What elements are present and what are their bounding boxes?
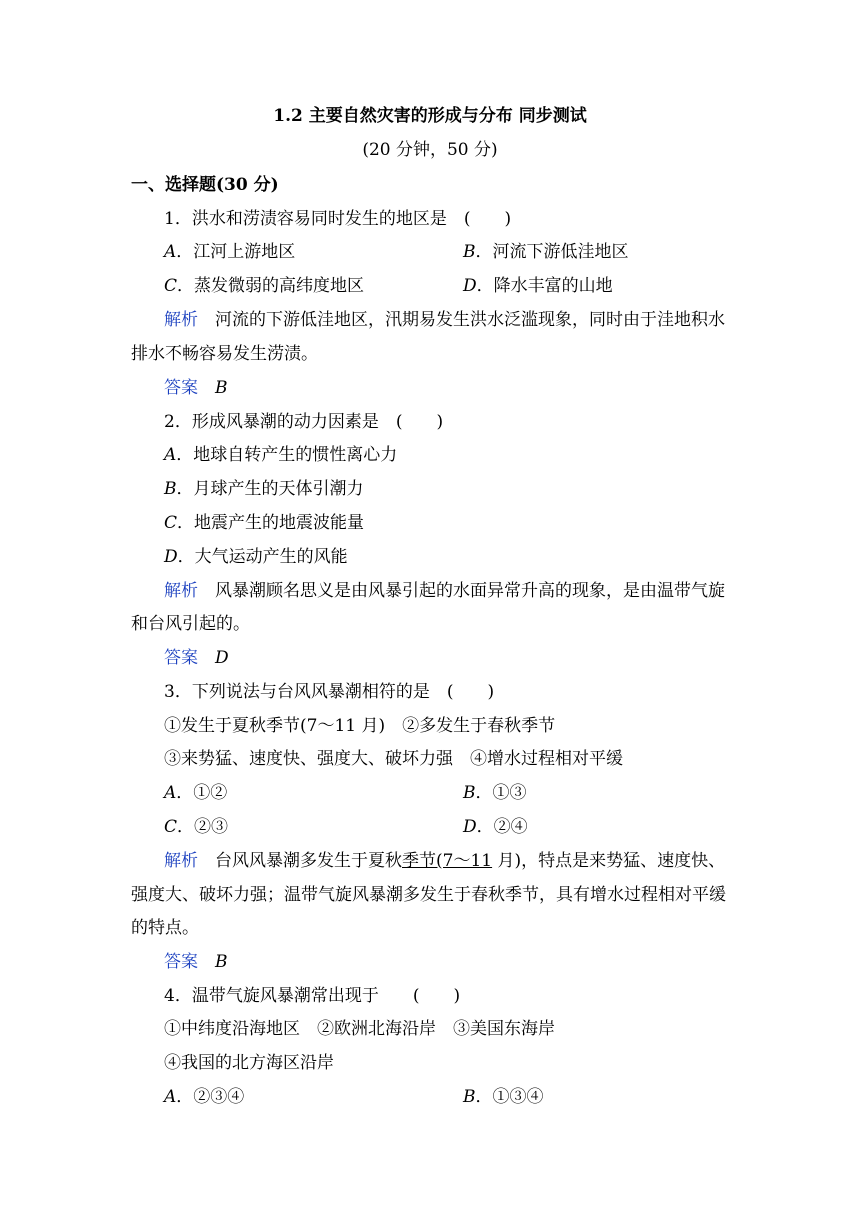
q4-statements-1: ①中纬度沿海地区 ②欧洲北海沿岸 ③美国东海岸 (164, 1019, 555, 1039)
q3-analysis-cont: 强度大、破坏力强；温带气旋风暴潮多发生于春秋季节，具有增水过程相对平缓 (131, 885, 726, 905)
q1-option-b: B．河流下游低洼地区 (463, 242, 629, 262)
q1-analysis: 解析 河流的下游低洼地区，汛期易发生洪水泛滥现象，同时由于洼地积水 (164, 310, 725, 330)
answer-label: 答案 (164, 378, 198, 398)
q1-option-d: D．降水丰富的山地 (463, 276, 613, 296)
q2-option-a: A．地球自转产生的惯性离心力 (164, 445, 398, 465)
q3-option-c: C．②③ (164, 817, 229, 837)
section-heading: 一、选择题(30 分) (131, 175, 279, 195)
answer-label: 答案 (164, 952, 198, 972)
q1-analysis-cont: 排水不畅容易发生涝渍。 (131, 344, 318, 364)
q1-option-c: C．蒸发微弱的高纬度地区 (164, 276, 365, 296)
analysis-label: 解析 (164, 851, 198, 871)
q1-stem: 1．洪水和涝渍容易同时发生的地区是 ( ) (164, 209, 512, 229)
analysis-label: 解析 (164, 310, 198, 330)
q2-analysis-cont: 和台风引起的。 (131, 614, 250, 634)
q2-option-d: D．大气运动产生的风能 (164, 547, 348, 567)
q3-analysis: 解析 台风风暴潮多发生于夏秋季节(7～11 月)，特点是来势猛、速度快、 (164, 851, 726, 871)
q3-statements-1: ①发生于夏秋季节(7～11 月) ②多发生于春秋季节 (164, 716, 556, 736)
q4-option-b: B．①③④ (463, 1087, 544, 1107)
answer-label: 答案 (164, 648, 198, 668)
q3-answer: 答案 B (164, 952, 228, 972)
q3-option-b: B．①③ (463, 783, 527, 803)
q1-answer: 答案 B (164, 378, 228, 398)
q3-analysis-cont2: 的特点。 (131, 918, 199, 938)
document-subtitle: (20 分钟，50 分) (362, 140, 498, 160)
q3-statements-2: ③来势猛、速度快、强度大、破坏力强 ④增水过程相对平缓 (164, 749, 623, 769)
q1-option-a: A．江河上游地区 (164, 242, 296, 262)
q2-analysis: 解析 风暴潮顾名思义是由风暴引起的水面异常升高的现象，是由温带气旋 (164, 581, 725, 601)
q3-option-a: A．①② (164, 783, 228, 803)
analysis-label: 解析 (164, 581, 198, 601)
q4-statements-2: ④我国的北方海区沿岸 (164, 1053, 334, 1073)
q2-option-b: B．月球产生的天体引潮力 (164, 479, 364, 499)
q2-answer: 答案 D (164, 648, 229, 668)
q2-option-c: C．地震产生的地震波能量 (164, 513, 365, 533)
document-title: 1.2 主要自然灾害的形成与分布 同步测试 (273, 106, 587, 126)
q4-stem: 4．温带气旋风暴潮常出现于 ( ) (164, 986, 461, 1006)
q3-option-d: D．②④ (463, 817, 528, 837)
q2-stem: 2．形成风暴潮的动力因素是 ( ) (164, 412, 444, 432)
q4-option-a: A．②③④ (164, 1087, 245, 1107)
q3-stem: 3．下列说法与台风风暴潮相符的是 ( ) (164, 682, 495, 702)
